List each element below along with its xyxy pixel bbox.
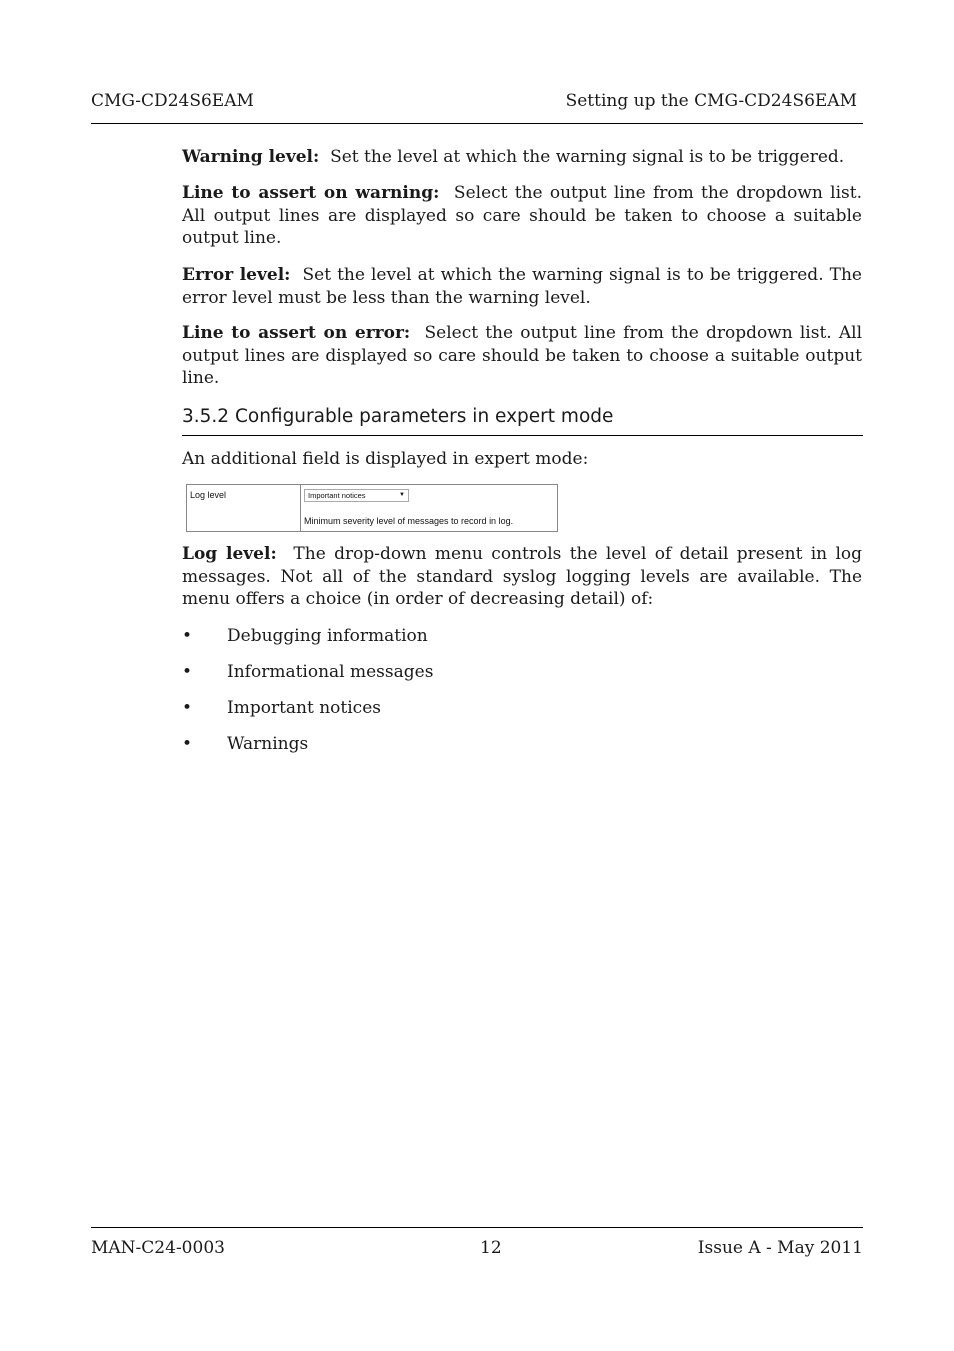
log-level-select-value: Important notices <box>308 491 366 500</box>
paragraph-line-error <box>182 322 862 390</box>
list-item-text: Important notices <box>227 698 381 718</box>
paragraph-line-warning <box>182 182 862 250</box>
footer-issue: Issue A - May 2011 <box>697 1238 863 1258</box>
header-doc-id: CMG-CD24S6EAM <box>91 91 254 111</box>
log-level-help: Minimum severity level of messages to record in log. <box>304 516 514 526</box>
panel-divider <box>300 485 301 531</box>
paragraph-warning-level <box>182 146 862 169</box>
page-footer <box>91 1227 863 1258</box>
bullet-symbol: • <box>182 734 193 754</box>
bullet-symbol: • <box>182 626 193 646</box>
log-level-label: Log level <box>190 490 227 500</box>
desc-line-error: Select the output line from the dropdown list. All output lines are displayed so care should be taken to choose a suitable output line. <box>182 323 863 388</box>
section-intro: An additional field is displayed in expert mode: <box>182 449 589 469</box>
desc-error-level: Set the level at which the warning signal is to be triggered. The error level must be less than the warning level. <box>182 265 862 308</box>
term-line-warning: Line to assert on warning: <box>182 183 440 203</box>
bullet-symbol: • <box>182 698 193 718</box>
section-heading-text: 3.5.2 Configurable parameters in expert mode <box>182 406 614 427</box>
term-line-error: Line to assert on error: <box>182 323 411 343</box>
term-warning-level: Warning level: <box>182 147 320 167</box>
dropdown-arrow-icon: ▼ <box>399 492 405 498</box>
bullet-symbol: • <box>182 662 193 682</box>
term-log-level: Log level: <box>182 544 277 564</box>
term-error-level: Error level: <box>182 265 291 285</box>
list-item-text: Informational messages <box>227 662 434 682</box>
footer-doc-number: MAN-C24-0003 <box>91 1238 225 1258</box>
list-item-text: Warnings <box>227 734 309 754</box>
log-level-select[interactable] <box>304 489 409 502</box>
footer-page-number: 12 <box>480 1238 502 1258</box>
paragraph-log-level <box>182 543 862 611</box>
desc-log-level: The drop-down menu controls the level of detail present in log messages. Not all of the standard syslog logging levels are available. The menu offers a choice (in order of decreasing detail) of: <box>182 544 862 609</box>
paragraph-error-level <box>182 264 862 309</box>
desc-warning-level: Set the level at which the warning signal is to be triggered. <box>330 147 845 167</box>
log-level-panel <box>186 484 558 532</box>
section-heading <box>182 405 863 436</box>
list-item-text: Debugging information <box>227 626 428 646</box>
header-chapter-title: Setting up the CMG-CD24S6EAM <box>565 91 857 111</box>
page-header <box>91 89 863 124</box>
desc-line-warning: Select the output line from the dropdown list. All output lines are displayed so care should be taken to choose a suitable output line. <box>182 183 862 248</box>
